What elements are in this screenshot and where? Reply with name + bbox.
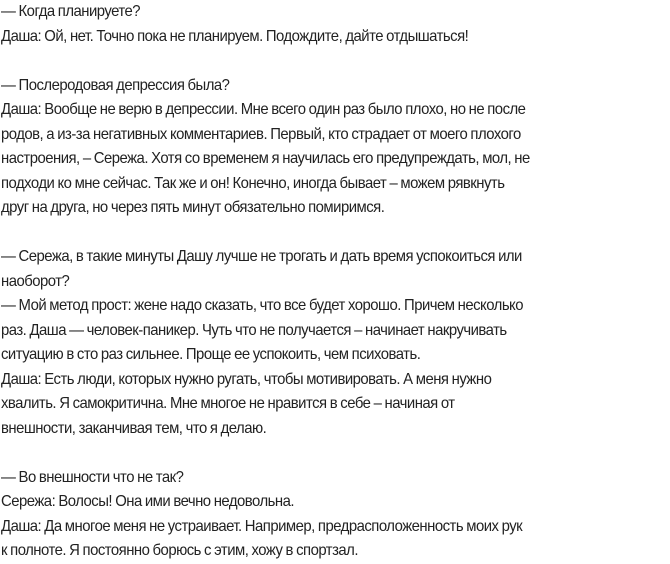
answer-line: Даша: Да многое меня не устраивает. Например, предрасположенность моих рук — [1, 517, 523, 535]
answer-line: внешности, заканчивая тем, что я делаю. — [1, 419, 267, 437]
answer-line: ситуацию в сто раз сильнее. Проще ее успокоить, чем психовать. — [1, 346, 421, 363]
answer-line: хвалить. Я самокритична. Мне многое не нравится в себе – начиная от — [1, 395, 455, 412]
answer-line: настроения, – Сережа. Хотя со временем я научилась его предупреждать, мол, не — [1, 150, 530, 167]
answer-line: друг на друга, но через пять минут обязательно помиримся. — [1, 199, 385, 216]
answer-line: Даша: Вообще не верю в депрессии. Мне всего один раз было плохо, но не после — [1, 101, 526, 118]
question-line: наоборот? — [1, 272, 70, 290]
answer-line: Сережа: Волосы! Она ими вечно недовольна. — [1, 493, 294, 510]
paragraph-gap — [1, 49, 670, 74]
paragraph-gap — [1, 441, 670, 466]
question-line: — Во внешности что не так? — [1, 468, 184, 486]
question-line: — Послеродовая депрессия была? — [1, 76, 230, 94]
answer-line: Даша: Ой, нет. Точно пока не планируем. Подождите, дайте отдышаться! — [1, 27, 469, 45]
answer-line: родов, а из-за негативных комментариев. Первый, кто страдает от моего плохого — [1, 125, 521, 143]
answer-line: к полноте. Я постоянно борюсь с этим, хожу в спортзал. — [1, 542, 358, 559]
question-line: — Когда планируете? — [1, 3, 141, 20]
paragraph-gap — [1, 221, 670, 246]
answer-line: — Мой метод прост: жене надо сказать, что все будет хорошо. Причем несколько — [1, 297, 523, 314]
answer-line: Даша: Есть люди, которых нужно ругать, чтобы мотивировать. А меня нужно — [1, 370, 492, 388]
question-line: — Сережа, в такие минуты Дашу лучше не трогать и дать время успокоиться или — [1, 248, 522, 265]
answer-line: подходи ко мне сейчас. Так же и он! Конечно, иногда бывает – можем рявкнуть — [1, 174, 505, 192]
answer-line: раз. Даша — человек-паникер. Чуть что не получается – начинает накручивать — [1, 321, 507, 339]
